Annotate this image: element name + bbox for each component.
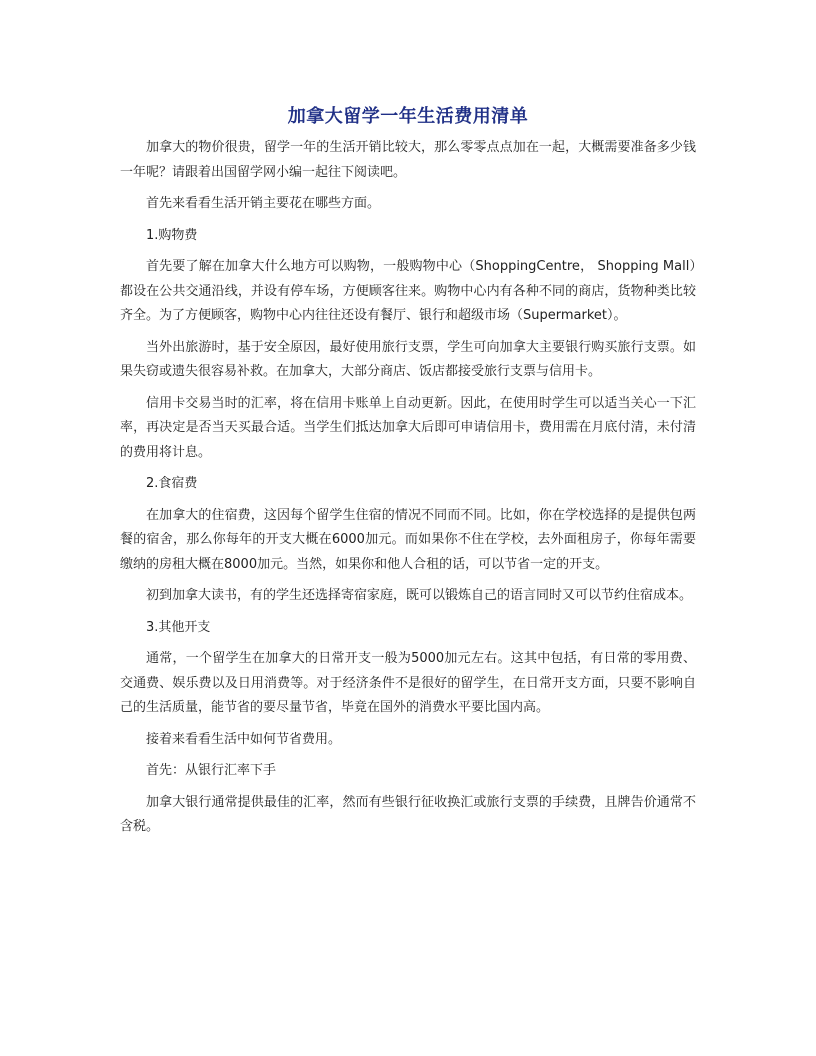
homestay-paragraph: 初到加拿大读书，有的学生还选择寄宿家庭，既可以锻炼自己的语言同时又可以节约住宿成本。 bbox=[146, 588, 693, 603]
other-expenses-paragraph: 通常，一个留学生在加拿大的日常开支一般为5000加元左右。这其中包括，有日常的零用费、交通费、娱乐费以及日用消费等。对于经济条件不是很好的留学生，在日常开支方面，只要不影响自己的生活质量，能节省的要尽量节省，毕竟在国外的消费水平要比国内高。 bbox=[120, 651, 696, 715]
saving-tip-heading: 首先：从银行汇率下手 bbox=[146, 763, 277, 778]
saving-intro-paragraph: 接着来看看生活中如何节省费用。 bbox=[146, 731, 342, 747]
section-heading-shopping: 1.购物费 bbox=[146, 227, 198, 243]
document-body bbox=[120, 136, 696, 847]
section-heading-accommodation: 2.食宿费 bbox=[146, 476, 198, 491]
shopping-paragraph: 首先要了解在加拿大什么地方可以购物，一般购物中心（ShoppingCentre， Shopping Mall）都设在公共交通沿线，并设有停车场，方便顾客往来。购物中心内有各种不同的商店，货物种类比较齐全。为了方便顾客，购物中心内往往还设有餐厅、银行和超级市场（Supermarket）。 bbox=[120, 259, 696, 323]
accommodation-paragraph: 在加拿大的住宿费，这因每个留学生住宿的情况不同而不同。比如，你在学校选择的是提供包两餐的宿舍，那么你每年的开支大概在6000加元。而如果你不住在学校，去外面租房子，你每年需要缴纳的房租大概在8000加元。当然，如果你和他人合租的话，可以节省一定的开支。 bbox=[120, 507, 696, 572]
document-title: 加拿大留学一年生活费用清单 bbox=[287, 106, 529, 127]
section-heading-other: 3.其他开支 bbox=[146, 619, 211, 635]
credit-card-paragraph: 信用卡交易当时的汇率，将在信用卡账单上自动更新。因此，在使用时学生可以适当关心一下汇率，再决定是否当天买最合适。当学生们抵达加拿大后即可申请信用卡，费用需在月底付清，未付清的费用将计息。 bbox=[120, 395, 696, 460]
travel-cheque-paragraph: 当外出旅游时，基于安全原因，最好使用旅行支票，学生可向加拿大主要银行购买旅行支票。如果失窃或遗失很容易补救。在加拿大，大部分商店、饭店都接受旅行支票与信用卡。 bbox=[120, 339, 696, 379]
bank-rate-paragraph: 加拿大银行通常提供最佳的汇率，然而有些银行征收换汇或旅行支票的手续费，且牌告价通常不含税。 bbox=[120, 794, 696, 834]
overview-paragraph: 首先来看看生活开销主要花在哪些方面。 bbox=[146, 196, 381, 211]
intro-paragraph: 加拿大的物价很贵，留学一年的生活开销比较大，那么零零点点加在一起，大概需要准备多少钱一年呢？请跟着出国留学网小编一起往下阅读吧。 bbox=[120, 140, 696, 180]
